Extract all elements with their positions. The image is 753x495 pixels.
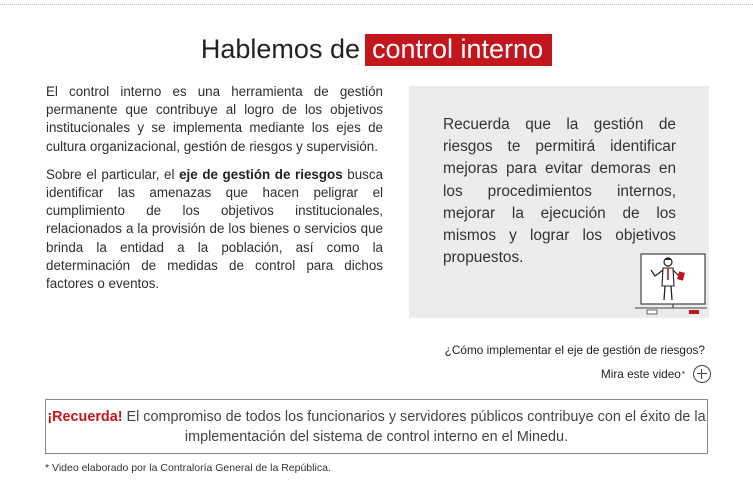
top-dotted-divider (0, 4, 753, 5)
reminder-box (45, 399, 708, 454)
intro-paragraph-2 (46, 166, 383, 293)
intro-paragraph-2-start: Sobre el particular, el (46, 166, 180, 182)
page-title-plain: Hablemos de (200, 34, 360, 64)
page-title-highlight: control interno (365, 34, 552, 66)
video-link[interactable] (601, 365, 711, 383)
risk-management-callout (409, 86, 709, 318)
intro-paragraph-2-bold: eje de gestión de riesgos (179, 166, 343, 182)
footnote: * Video elaborado por la Contraloría General de la República. (45, 462, 331, 474)
plus-circle-icon[interactable] (693, 365, 711, 383)
intro-paragraph-2-end: busca identificar las amenazas que hacen peligrar el cumplimiento de los objetivos institucionales, relacionados a la provisión de los bienes o servicios que brinda la entidad a la población, así como la determinación de medidas de control para dichos factores o eventos. (46, 166, 384, 292)
page-title (0, 33, 753, 66)
video-link-label[interactable]: Mira este video (600, 367, 681, 381)
reminder-label: ¡Recuerda! (47, 409, 123, 425)
callout-text: Recuerda que la gestión de riesgos te permitirá identificar mejoras para evitar demoras en los procedimientos internos, mejorar la ejecución de los mismos y lograr los objetivos propuestos. (443, 116, 676, 267)
video-question: ¿Cómo implementar el eje de gestión de riesgos? (444, 343, 705, 357)
presenter-icon (633, 250, 709, 316)
intro-paragraph-1: El control interno es una herramienta de gestión permanente que contribuye al logro de los objetivos institucionales y se implementa mediante los ejes de cultura organizacional, gestión de riesgos y supervisión. (46, 84, 383, 154)
reminder-text: El compromiso de todos los funcionarios y servidores públicos contribuye con el éxito de la implementación del sistema de control interno en el Minedu. (122, 409, 706, 445)
intro-text (46, 83, 383, 303)
video-link-marker: * (681, 369, 685, 379)
